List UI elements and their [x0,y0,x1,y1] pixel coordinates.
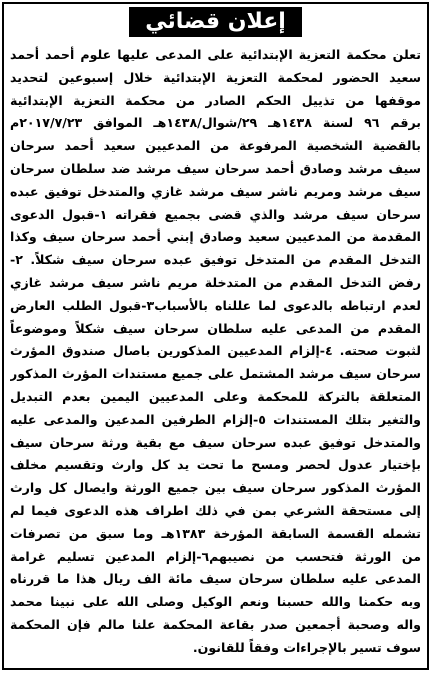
notice-line: المتعلقة بالتركة للمحكمة وعلى المدعيين اليمين بعدم التبديل [10,388,421,404]
notice-line: المقدم من المدعى عليه سلطان سرحان سيف شكلاً وموضوعاً [10,320,421,336]
notice-line: وبه حكمنا والله حسبنا ونعم الوكيل وصلى الله على نبينا محمد [10,594,421,610]
notice-line: من الورثة فتحسب من نصيبهم٦-إلزام المدعين تسليم غرامة [10,548,421,564]
notice-line: إلى مستحقة الشرعي بمن في ذلك اطراف هذه الدعوى فيما لم [10,502,421,518]
notice-line: برقم ٩٦ لسنة ١٤٣٨هـ ٢٩/شوال/١٤٣٨هـ الموافق ٢٠١٧/٧/٢٣م [10,115,421,131]
notice-line: واله وصحبة أجمعين صدر بقاعة المحكمة علنا مالم فإن المحكمة [10,616,421,632]
notice-line: سيف مرشد وصادق أحمد سرحان سيف مرشد ضد سلطان سرحان [10,160,421,176]
notice-line: سعيد الحضور لمحكمة التعزية الإبتدائية خلال إسبوعين لتحديد [10,69,421,85]
notice-line: بإختيار عدول لحصر ومسح ما تحت يد كل وارث وتقسيم مخلف [10,457,421,473]
notice-body [10,44,421,662]
notice-line: سيف مرشد ومريم ناشر سيف مرشد غازي والمتدخل توفيق عبده [10,183,421,199]
notice-title: إعلان قضائي [129,7,302,37]
judicial-notice [2,2,429,670]
notice-line: تشمله القسمة السابقة المؤرخة ١٣٨٣هـ وما سبق من تصرفات [10,525,421,541]
notice-line: المدعى عليه سلطان سرحان سيف مائة الف ريال هذا ما قررناه [10,571,421,587]
notice-line: لعدم ارتباطه بالدعوى لما عللناه بالأسباب٣-قبول الطلب العارض [10,297,421,313]
notice-line: سرحان سيف مرشد والذي قضى بجميع فقراته ١-قبول الدعوى [10,206,421,222]
notice-line: والتغير بتلك المستندات ٥-إلزام الطرفين المدعين والمدعى عليه [10,411,421,427]
notice-line: لثبوت صحته. ٤-إلزام المدعيين المذكورين باصال صندوق المؤرث [10,343,421,359]
notice-line: سرحان سيف مرشد المشتمل على جميع مستندات المؤرث المذكور [10,366,421,382]
notice-line: سوف تسير بالإجراءات وفقاً للقانون. [192,639,421,655]
notice-line: المؤرث المذكور سرحان سيف بين جميع الورثة وايصال كل وارث [10,480,421,496]
notice-line: التدخل المقدم من المتدخل توفيق عبده سرحان سيف شكلاً. ٢- [10,252,421,268]
notice-line: بالقضية الشخصية المرفوعة من المدعيين سعيد أحمد سرحان [10,138,421,154]
notice-line: رفض التدخل المقدم من المتدخلة مريم ناشر سيف مرشد غازي [10,274,421,290]
notice-line: المقدمة من المدعيين سعيد وصادق إبني أحمد سرحان سيف وكذا [10,229,421,245]
notice-line: موقفها من تذييل الحكم الصادر من محكمة التعزية الإبتدائية [10,92,421,108]
title-bar [4,4,427,38]
notice-line: تعلن محكمة التعزية الإبتدائية على المدعى عليها علوم أحمد أحمد [10,47,421,62]
notice-line: والمتدخل توفيق عبده سرحان سيف مع بقية ورثة سرحان سيف [10,434,421,450]
